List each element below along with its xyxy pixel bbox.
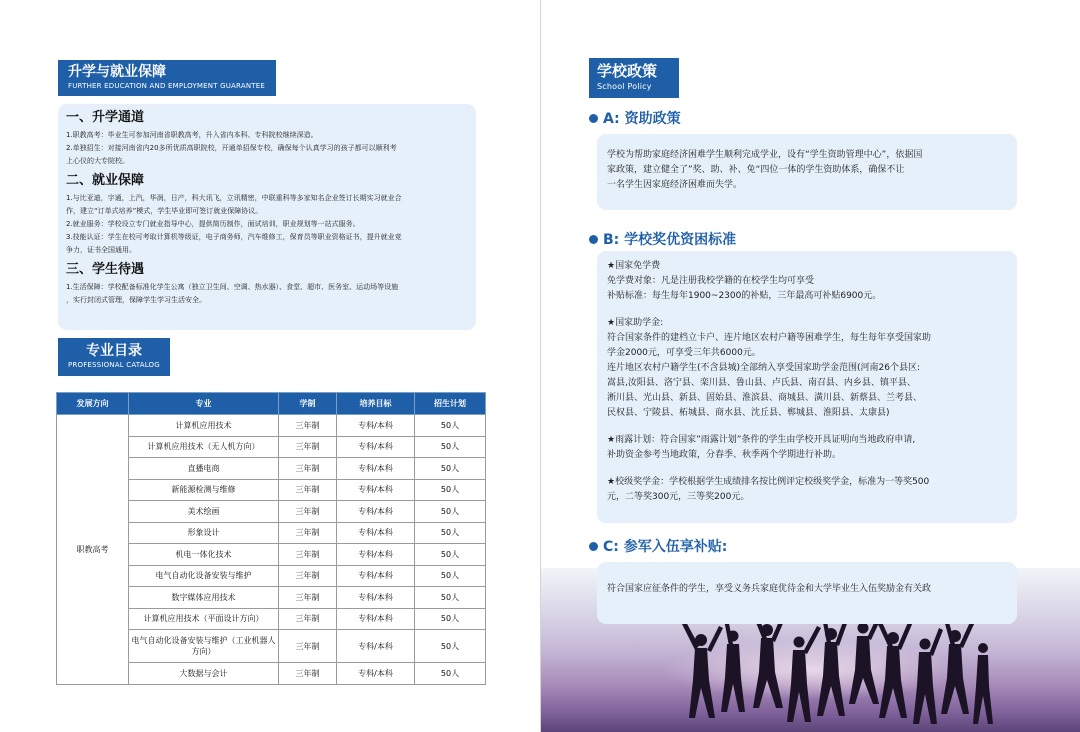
policy-b-line: 淅川县、光山县、新县、固始县、淮滨县、商城县、潢川县、新蔡县、兰考县、	[607, 393, 923, 403]
bullet-dot-icon	[589, 542, 598, 551]
plan-cell: 50人	[415, 415, 486, 437]
policy-c-heading-text: C: 参军入伍享补贴:	[603, 539, 728, 555]
plan-cell: 50人	[415, 522, 486, 544]
policy-a-line: 家政策，建立健全了”奖、助、补、免“四位一体的学生资助体系，确保不让	[607, 165, 905, 175]
policy-b-line: ★国家免学费	[607, 261, 661, 271]
major-cell: 电气自动化设备安装与维护	[129, 565, 279, 587]
column-header-goal: 培养目标	[337, 393, 415, 415]
goal-cell: 专科/本科	[337, 587, 415, 609]
plan-cell: 50人	[415, 663, 486, 685]
blank-spacer	[607, 304, 1007, 316]
bullet-dot-icon	[589, 235, 598, 244]
blank-spacer	[607, 463, 1007, 475]
employment-item: 2.就业服务：学校设立专门就业指导中心，提供简历制作，面试培训，职业规划等一站式服务。	[66, 220, 360, 228]
plan-cell: 50人	[415, 436, 486, 458]
goal-cell: 专科/本科	[337, 458, 415, 480]
policy-a-heading	[589, 108, 681, 128]
duration-cell: 三年制	[279, 587, 337, 609]
policy-c-card	[597, 562, 1017, 624]
section-heading-employment: 二、就业保障	[66, 173, 145, 188]
policy-b-line: 连片地区农村户籍学生(不含县城)全部纳入享受国家助学金范围(河南26个县区:	[607, 363, 921, 373]
goal-cell: 专科/本科	[337, 479, 415, 501]
policy-b-line: 学金2000元，可享受三年共6000元。	[607, 348, 761, 358]
policy-b-line: 补助资金参考当地政策，分春季、秋季两个学期进行补助。	[607, 450, 842, 460]
section-heading-pathway: 一、升学通道	[66, 110, 145, 125]
employment-item: 3.技能认证：学生在校可考取计算机等级证，电子商务师，汽车维修工，保育员等职业资格证书，提升就业竞	[66, 233, 402, 241]
table-row	[57, 415, 486, 437]
duration-cell: 三年制	[279, 565, 337, 587]
policy-a-card	[597, 134, 1017, 210]
column-header-duration: 学制	[279, 393, 337, 415]
plan-cell: 50人	[415, 608, 486, 630]
policy-b-line: ★校级奖学金：学校根据学生成绩排名按比例评定校级奖学金，标准为一等奖500	[607, 477, 930, 487]
major-cell: 机电一体化技术	[129, 544, 279, 566]
policy-b-line: 民权县、宁陵县、柘城县、商水县、沈丘县、郸城县、淮阳县、太康县)	[607, 408, 890, 418]
major-cell: 计算机应用技术（平面设计方向）	[129, 608, 279, 630]
pathway-item: 1.职教高考：毕业生可参加河南省职教高考，升入省内本科、专科院校继续深造。	[66, 131, 318, 139]
plan-cell: 50人	[415, 458, 486, 480]
goal-cell: 专科/本科	[337, 415, 415, 437]
plan-cell: 50人	[415, 630, 486, 663]
benefits-item: 1.生活保障：学校配备标准化学生公寓（独立卫生间、空调、热水器）、食堂、超市、医务室、运动场等设施	[66, 283, 399, 291]
school-policy-subtitle: School Policy	[597, 82, 652, 91]
duration-cell: 三年制	[279, 608, 337, 630]
duration-cell: 三年制	[279, 436, 337, 458]
policy-a-line: 一名学生因家庭经济困难而失学。	[607, 180, 743, 190]
further-education-header	[58, 60, 276, 96]
duration-cell: 三年制	[279, 501, 337, 523]
goal-cell: 专科/本科	[337, 630, 415, 663]
plan-cell: 50人	[415, 565, 486, 587]
goal-cell: 专科/本科	[337, 522, 415, 544]
major-cell: 美术绘画	[129, 501, 279, 523]
further-education-title: 升学与就业保障	[68, 64, 166, 80]
policy-a-line: 学校为帮助家庭经济困难学生顺利完成学业，设有“学生资助管理中心”，依据国	[607, 150, 923, 160]
policy-b-line: 免学费对象：凡是注册我校学籍的在校学生均可享受	[607, 276, 815, 286]
section-heading-benefits: 三、学生待遇	[66, 262, 145, 277]
goal-cell: 专科/本科	[337, 663, 415, 685]
duration-cell: 三年制	[279, 522, 337, 544]
benefits-item: ，实行封闭式管理，保障学生学习生活安全。	[66, 296, 206, 304]
policy-b-line: ★雨露计划：符合国家”雨露计划”条件的学生由学校开具证明向当地政府申请,	[607, 435, 916, 445]
policy-b-heading-text: B: 学校奖优资困标准	[603, 232, 737, 248]
policy-b-line: 补贴标准：每生每年1900~2300的补贴，三年最高可补贴6900元。	[607, 291, 882, 301]
catalog-header	[58, 338, 170, 376]
duration-cell: 三年制	[279, 663, 337, 685]
further-education-subtitle: FURTHER EDUCATION AND EMPLOYMENT GUARANTEE	[68, 82, 265, 90]
policy-c-line: 符合国家应征条件的学生，享受义务兵家庭优待金和大学毕业生入伍奖励金有关政	[607, 584, 932, 594]
goal-cell: 专科/本科	[337, 565, 415, 587]
pathway-item: 2.单独招生：对接河南省内20多所优质高职院校，开通单招保专校，确保每个认真学习的孩子都可以顺利考	[66, 144, 397, 152]
employment-item: 争力，证书全国通用。	[66, 246, 136, 254]
plan-cell: 50人	[415, 501, 486, 523]
policy-b-line: 符合国家条件的建档立卡户、连片地区农村户籍等困难学生，每生每年享受国家助	[607, 333, 932, 343]
major-cell: 数字媒体应用技术	[129, 587, 279, 609]
employment-item: 作，建立“订单式培养”模式，学生毕业即可签订就业保障协议。	[66, 207, 263, 215]
duration-cell: 三年制	[279, 479, 337, 501]
policy-a-heading-text: A: 资助政策	[603, 111, 681, 127]
policy-b-heading	[589, 229, 736, 249]
table-header-row	[57, 393, 486, 415]
further-education-card	[58, 104, 476, 330]
employment-item: 1.与比亚迪，宇通，上汽，华润，日产，科大讯飞，立讯精密，中联重科等多家知名企业签订长期实习就业合	[66, 194, 402, 202]
plan-cell: 50人	[415, 587, 486, 609]
right-page	[541, 0, 1080, 732]
catalog-table	[56, 392, 486, 685]
column-header-direction: 发展方向	[57, 393, 129, 415]
catalog-subtitle: PROFESSIONAL CATALOG	[68, 361, 160, 369]
direction-cell: 职教高考	[57, 415, 129, 685]
policy-b-card	[597, 251, 1017, 523]
policy-b-line: ★国家助学金:	[607, 318, 664, 328]
major-cell: 大数据与会计	[129, 663, 279, 685]
goal-cell: 专科/本科	[337, 608, 415, 630]
goal-cell: 专科/本科	[337, 436, 415, 458]
column-header-major: 专业	[129, 393, 279, 415]
major-cell: 电气自动化设备安装与维护（工业机器人方向）	[129, 630, 279, 663]
duration-cell: 三年制	[279, 544, 337, 566]
column-header-plan: 招生计划	[415, 393, 486, 415]
plan-cell: 50人	[415, 479, 486, 501]
duration-cell: 三年制	[279, 415, 337, 437]
policy-b-line: 嵩县,汝阳县、洛宁县、栾川县、鲁山县、卢氏县、南召县、内乡县、镇平县、	[607, 378, 916, 388]
school-policy-header	[589, 58, 679, 98]
major-cell: 新能源检测与维修	[129, 479, 279, 501]
major-cell: 形象设计	[129, 522, 279, 544]
school-policy-title: 学校政策	[597, 62, 658, 80]
major-cell: 直播电商	[129, 458, 279, 480]
goal-cell: 专科/本科	[337, 501, 415, 523]
blank-spacer	[607, 421, 1007, 433]
policy-c-heading	[589, 536, 727, 556]
catalog-title: 专业目录	[86, 343, 142, 359]
major-cell: 计算机应用技术	[129, 415, 279, 437]
pathway-item: 上心仪的大专院校。	[66, 157, 129, 165]
plan-cell: 50人	[415, 544, 486, 566]
major-cell: 计算机应用技术（无人机方向）	[129, 436, 279, 458]
duration-cell: 三年制	[279, 630, 337, 663]
bullet-dot-icon	[589, 114, 598, 123]
goal-cell: 专科/本科	[337, 544, 415, 566]
policy-b-line: 元，二等奖300元，三等奖200元。	[607, 492, 750, 502]
duration-cell: 三年制	[279, 458, 337, 480]
